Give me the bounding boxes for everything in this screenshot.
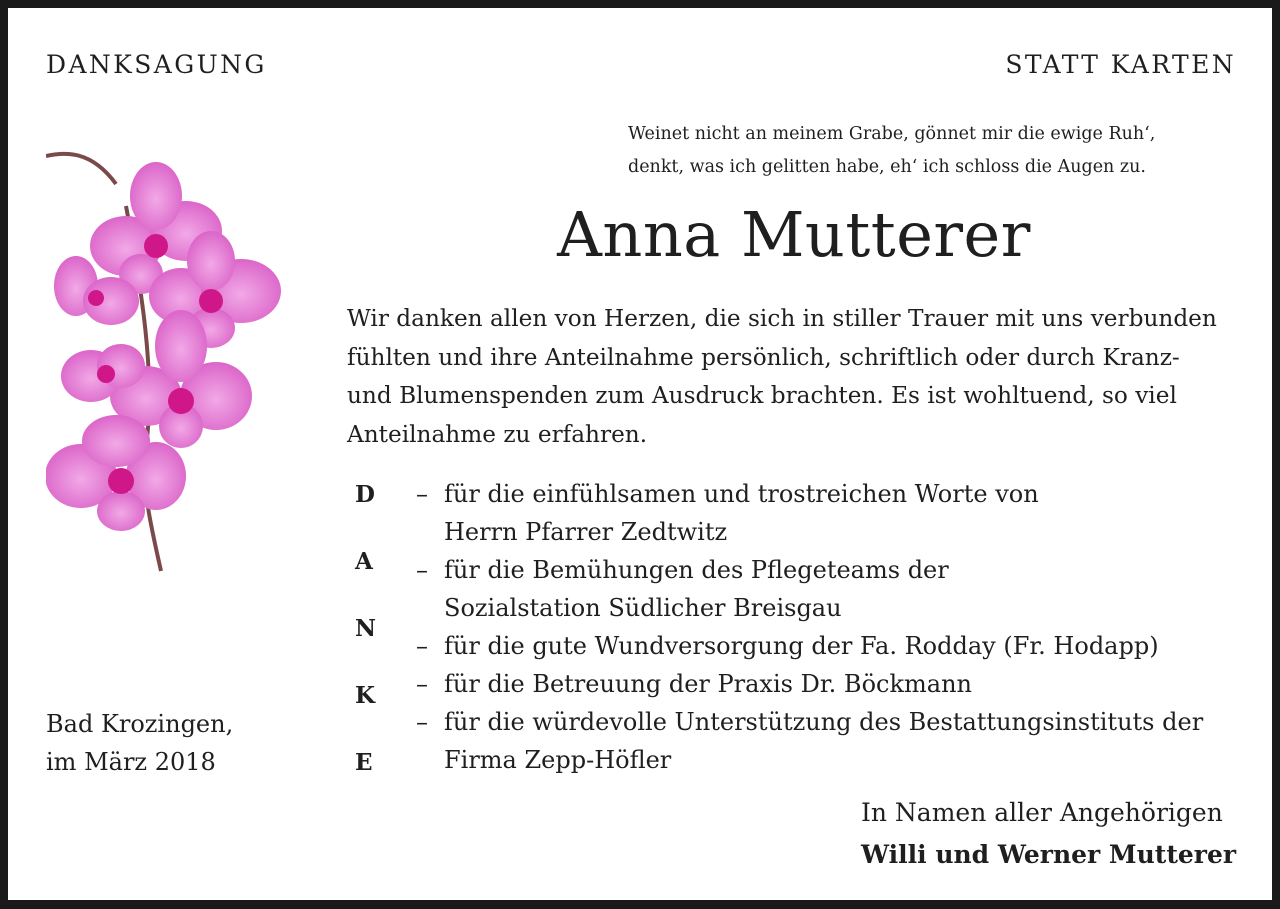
date-line: im März 2018 [46,748,216,776]
intro-line: und Blumenspenden zum Ausdruck brachten. Es ist wohltuend, so viel [347,382,1177,409]
place-line: Bad Krozingen, [46,710,234,738]
dash: – [416,480,428,508]
danke-letter: A [355,548,373,575]
danke-letter: D [355,481,375,508]
thanks-item: – für die einfühlsamen und trostreichen Worte von [416,475,1203,513]
thanks-item: – für die würdevolle Unterstützung des Bestattungsinstituts der [416,703,1203,741]
dash: – [416,670,428,698]
dash: – [416,632,428,660]
poem-line: denkt, was ich gelitten habe, eh‘ ich schloss die Augen zu. [628,157,1146,177]
header-left-title: DANKSAGUNG [46,50,267,79]
danke-letter: N [355,615,377,642]
thanks-item-continuation: Herrn Pfarrer Zedtwitz [444,518,728,546]
header-right-title: STATT KARTEN [1005,50,1236,79]
thanks-item: – für die Bemühungen des Pflegeteams der [416,551,1203,589]
thanks-item-continuation: Firma Zepp-Höfler [444,746,672,774]
signature-names: Willi und Werner Mutterer [861,840,1237,869]
intro-line: Anteilnahme zu erfahren. [347,420,648,448]
danke-letter: E [355,749,373,776]
poem-quote [628,118,1155,184]
thanks-item: – für die gute Wundversorgung der Fa. Rodday (Fr. Hodapp) [416,627,1203,665]
intro-paragraph [347,300,1217,454]
poem-line: Weinet nicht an meinem Grabe, gönnet mir die ewige Ruh‘, [628,124,1156,144]
thanks-item: – für die Betreuung der Praxis Dr. Böckmann [416,665,1203,703]
dash: – [416,556,428,584]
signature-intro: In Namen aller Angehörigen [861,798,1223,827]
intro-line: Wir danken allen von Herzen, die sich in stiller Trauer mit uns verbunden [347,305,1217,332]
place-date [46,705,233,781]
dash: – [416,708,428,736]
thanks-list [416,475,1203,779]
thanks-item-continuation: Sozialstation Südlicher Breisgau [444,594,842,622]
danke-letter: K [355,682,375,709]
intro-line: fühlten und ihre Anteilnahme persönlich, schriftlich oder durch Kranz- [347,343,1180,371]
deceased-name: Anna Mutterer [557,198,1031,271]
